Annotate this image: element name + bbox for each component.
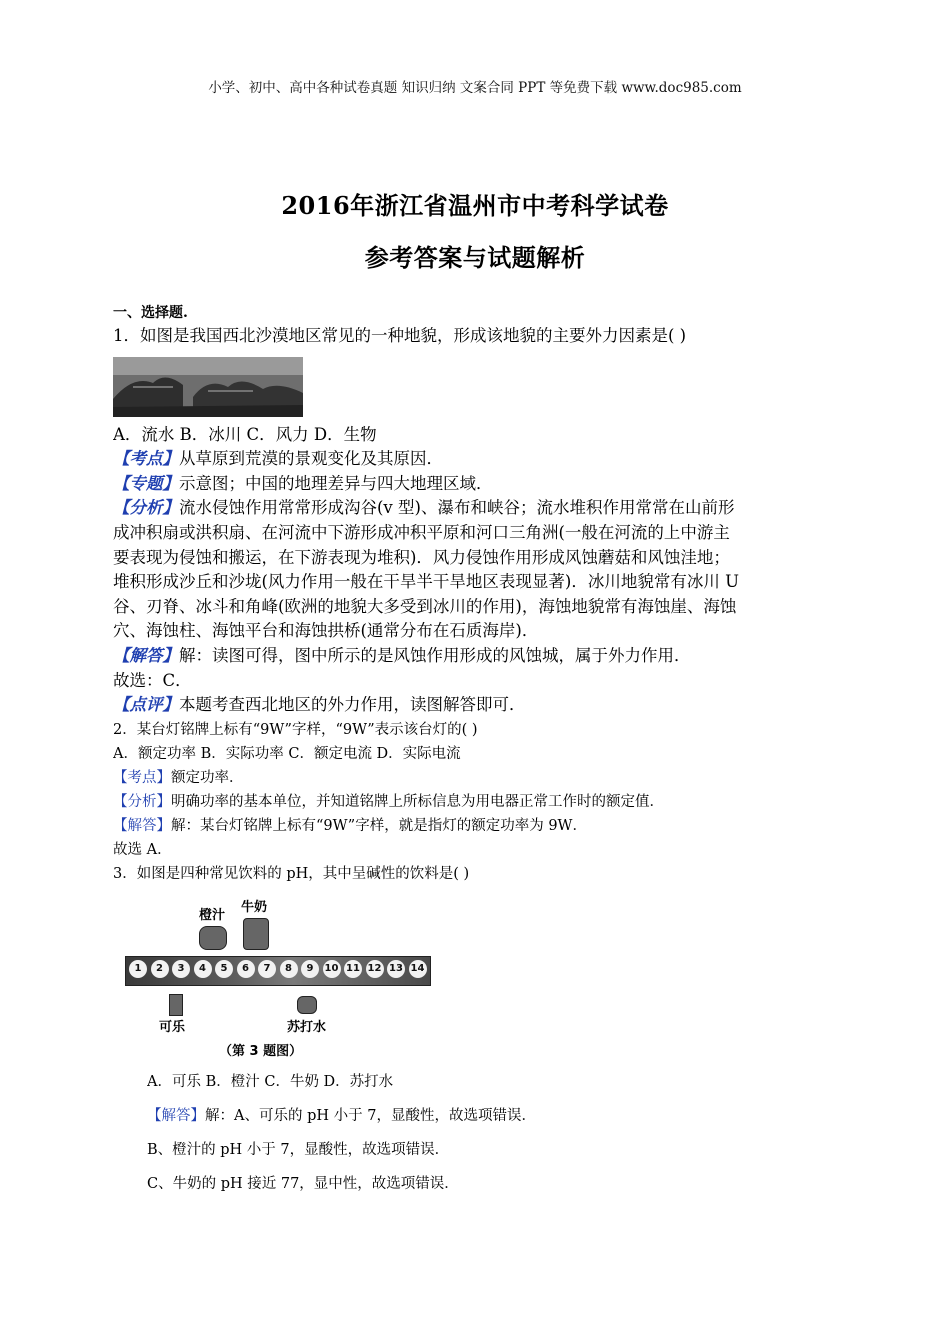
- ph-scale-number: 7: [258, 960, 276, 978]
- ph-scale-number: 4: [194, 960, 212, 978]
- ph-scale-number: 2: [151, 960, 169, 978]
- section-heading: 一、选择题.: [113, 305, 188, 321]
- ph-scale-number: 3: [172, 960, 190, 978]
- jieda-tag: 【解答】: [113, 817, 171, 834]
- desert-landform-image: [113, 357, 303, 417]
- q3-jieda-line-2: B、橙汁的 pH 小于 7，显酸性，故选项错误．: [147, 1141, 450, 1158]
- q2-kaodian: 【考点】额定功率．: [113, 769, 244, 786]
- ph-scale-number: 6: [237, 960, 255, 978]
- soda-water-icon: [297, 996, 317, 1014]
- milk-icon: [243, 918, 269, 950]
- question-1: [113, 324, 843, 718]
- q1-fenxi-line-4: 堆积形成沙丘和沙垅(风力作用一般在干旱半干旱地区表现显著)．冰川地貌常有冰川 U: [113, 572, 740, 592]
- q3-jieda-line-1: 【解答】解：A、可乐的 pH 小于 7，显酸性，故选项错误．: [147, 1107, 536, 1124]
- main-content: [113, 302, 843, 1196]
- fenxi-tag: 【分析】: [113, 498, 179, 518]
- fenxi-tag: 【分析】: [113, 793, 171, 810]
- question-2: [113, 718, 843, 886]
- ph-scale-figure: [119, 896, 449, 1060]
- landform-photo-icon: [113, 357, 303, 417]
- kaodian-tag: 【考点】: [113, 769, 171, 786]
- q2-jieda: 【解答】解：某台灯铭牌上标有“9W”字样，就是指灯的额定功率为 9W．: [113, 817, 587, 834]
- ph-scale-number: 5: [215, 960, 233, 978]
- ph-scale-number: 13: [387, 960, 405, 978]
- q1-options: A．流水 B．冰川 C．风力 D．生物: [113, 424, 377, 444]
- ph-scale-number: 12: [366, 960, 384, 978]
- ph-scale-number: 1: [129, 960, 147, 978]
- q3-jieda-line-3: C、牛奶的 pH 接近 77，显中性，故选项错误．: [147, 1175, 459, 1192]
- q2-stem: 2．某台灯铭牌上标有“9W”字样，“9W”表示该台灯的( ): [113, 721, 478, 738]
- q1-zhuanti: 【专题】示意图；中国的地理差异与四大地理区域．: [113, 473, 493, 493]
- document-subtitle: 参考答案与试题解析: [364, 243, 586, 272]
- zhuanti-tag: 【专题】: [113, 473, 179, 493]
- soda-water-label: 苏打水: [287, 1019, 327, 1035]
- jieda-tag: 【解答】: [147, 1107, 205, 1124]
- ph-strip: [125, 956, 431, 986]
- question-3-answer: [113, 1070, 843, 1196]
- q1-fenxi-line-1: 【分析】流水侵蚀作用常常形成沟谷(v 型)、瀑布和峡谷；流水堆积作用常常在山前形: [113, 498, 735, 518]
- q2-fenxi: 【分析】明确功率的基本单位，并知道铭牌上所标信息为用电器正常工作时的额定值．: [113, 793, 664, 810]
- milk-label: 牛奶: [241, 899, 268, 915]
- ph-scale-number: 9: [301, 960, 319, 978]
- kaodian-tag: 【考点】: [113, 449, 179, 469]
- orange-juice-icon: [199, 926, 227, 950]
- ph-scale-number: 8: [280, 960, 298, 978]
- q1-fenxi-line-6: 穴、海蚀柱、海蚀平台和海蚀拱桥(通常分布在石质海岸)．: [113, 621, 539, 641]
- q1-fenxi-line-2: 成冲积扇或洪积扇、在河流中下游形成冲积平原和河口三角洲(一般在河流的上中游主: [113, 522, 730, 542]
- q1-stem: 1．如图是我国西北沙漠地区常见的一种地貌，形成该地貌的主要外力因素是( ): [113, 326, 687, 345]
- cola-label: 可乐: [159, 1019, 186, 1035]
- dianping-tag: 【点评】: [113, 695, 179, 715]
- q2-answer: 故选 A．: [113, 841, 172, 858]
- q3-options: A．可乐 B．橙汁 C．牛奶 D．苏打水: [147, 1073, 394, 1090]
- ph-scale-number: 11: [344, 960, 362, 978]
- q3-stem: 3．如图是四种常见饮料的 pH，其中呈碱性的饮料是( ): [113, 865, 470, 882]
- q1-kaodian: 【考点】从草原到荒漠的景观变化及其原因．: [113, 449, 443, 469]
- page-header: 小学、初中、高中各种试卷真题 知识归纳 文案合同 PPT 等免费下载 www.doc985.com: [208, 80, 742, 96]
- jieda-tag: 【解答】: [113, 645, 179, 665]
- q1-fenxi-line-5: 谷、刃脊、冰斗和角峰(欧洲的地貌大多受到冰川的作用)，海蚀地貌常有海蚀崖、海蚀: [113, 596, 737, 616]
- cola-icon: [169, 994, 183, 1016]
- ph-scale-number: 14: [409, 960, 427, 978]
- q1-answer: 故选：C．: [113, 670, 192, 690]
- document-title: 2016年浙江省温州市中考科学试卷: [281, 191, 669, 220]
- q1-jieda: 【解答】解：读图可得，图中所示的是风蚀作用形成的风蚀城，属于外力作用．: [113, 645, 691, 665]
- figure-caption: （第 3 题图）: [219, 1043, 303, 1059]
- ph-scale-number: 10: [323, 960, 341, 978]
- q1-dianping: 【点评】本题考查西北地区的外力作用，读图解答即可．: [113, 695, 526, 715]
- orange-juice-label: 橙汁: [199, 907, 226, 923]
- q1-fenxi-line-3: 要表现为侵蚀和搬运，在下游表现为堆积)．风力侵蚀作用形成风蚀蘑菇和风蚀洼地；: [113, 547, 730, 567]
- q2-options: A．额定功率 B．实际功率 C．额定电流 D．实际电流: [113, 745, 461, 762]
